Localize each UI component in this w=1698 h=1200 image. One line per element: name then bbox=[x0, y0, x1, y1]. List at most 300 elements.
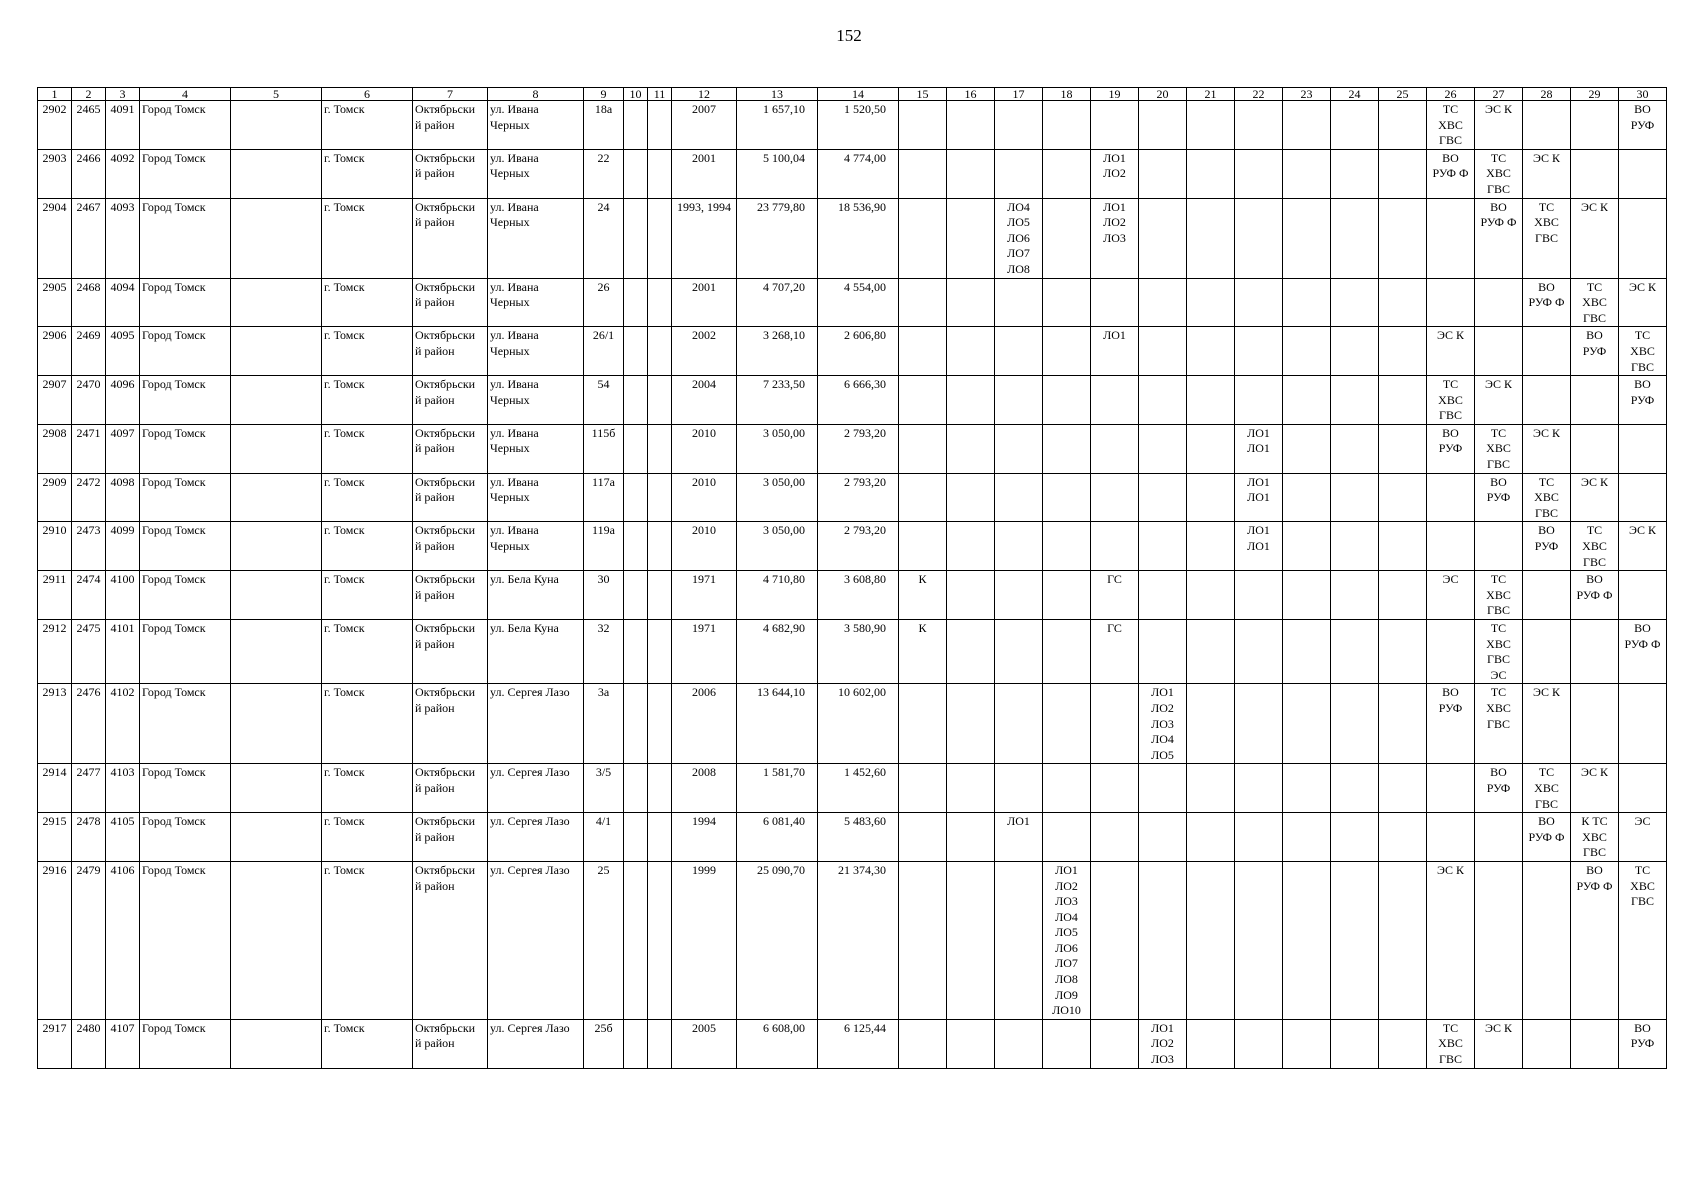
table-cell bbox=[1139, 764, 1187, 813]
table-cell: 2 606,80 bbox=[818, 327, 899, 376]
table-cell bbox=[1427, 620, 1475, 684]
table-cell bbox=[1283, 149, 1331, 198]
column-header: 23 bbox=[1283, 88, 1331, 101]
table-cell bbox=[1091, 764, 1139, 813]
table-cell bbox=[1187, 198, 1235, 278]
table-cell bbox=[1379, 571, 1427, 620]
table-cell bbox=[995, 620, 1043, 684]
table-cell bbox=[1235, 327, 1283, 376]
table-cell: Город Томск bbox=[140, 684, 231, 764]
table-cell bbox=[231, 424, 322, 473]
table-cell bbox=[1331, 813, 1379, 862]
table-cell bbox=[1475, 813, 1523, 862]
table-cell bbox=[899, 278, 947, 327]
column-header: 17 bbox=[995, 88, 1043, 101]
table-cell: ЭС К bbox=[1571, 764, 1619, 813]
table-cell: 4103 bbox=[106, 764, 140, 813]
table-cell bbox=[1187, 861, 1235, 1019]
table-cell bbox=[231, 327, 322, 376]
table-cell: Октябрьски й район bbox=[413, 473, 488, 522]
table-cell bbox=[1091, 278, 1139, 327]
table-cell: ВО РУФ Ф bbox=[1523, 278, 1571, 327]
column-header: 19 bbox=[1091, 88, 1139, 101]
table-cell bbox=[1187, 764, 1235, 813]
column-header: 5 bbox=[231, 88, 322, 101]
column-header: 1 bbox=[38, 88, 72, 101]
column-header: 29 bbox=[1571, 88, 1619, 101]
table-cell: 2 793,20 bbox=[818, 424, 899, 473]
table-cell bbox=[1187, 684, 1235, 764]
table-cell: ТС ХВС ГВС bbox=[1523, 764, 1571, 813]
column-header: 8 bbox=[488, 88, 584, 101]
table-cell: 2001 bbox=[672, 149, 737, 198]
table-cell bbox=[1331, 861, 1379, 1019]
table-cell: ЛО4 ЛО5 ЛО6 ЛО7 ЛО8 bbox=[995, 198, 1043, 278]
table-cell bbox=[1235, 861, 1283, 1019]
table-cell: ул. Сергея Лазо bbox=[488, 764, 584, 813]
table-cell bbox=[1283, 522, 1331, 571]
table-cell bbox=[624, 473, 648, 522]
table-cell: 3 580,90 bbox=[818, 620, 899, 684]
table-cell bbox=[899, 198, 947, 278]
table-cell bbox=[1379, 376, 1427, 425]
table-cell bbox=[1235, 620, 1283, 684]
table-cell bbox=[899, 684, 947, 764]
table-cell bbox=[648, 101, 672, 150]
table-cell: 119а bbox=[584, 522, 624, 571]
column-header: 13 bbox=[737, 88, 818, 101]
table-cell bbox=[1091, 473, 1139, 522]
table-cell: 3а bbox=[584, 684, 624, 764]
table-cell: ТС ХВС ГВС bbox=[1523, 198, 1571, 278]
table-cell: 2908 bbox=[38, 424, 72, 473]
table-cell: 1994 bbox=[672, 813, 737, 862]
table-row bbox=[38, 684, 1667, 764]
table-cell: 2917 bbox=[38, 1019, 72, 1068]
table-cell bbox=[1043, 764, 1091, 813]
table-cell bbox=[1475, 522, 1523, 571]
table-cell bbox=[1043, 620, 1091, 684]
table-cell bbox=[1427, 278, 1475, 327]
table-cell bbox=[624, 424, 648, 473]
table-cell bbox=[1379, 473, 1427, 522]
table-cell: г. Томск bbox=[322, 376, 413, 425]
table-cell: Октябрьски й район bbox=[413, 620, 488, 684]
table-cell bbox=[1283, 571, 1331, 620]
table-cell bbox=[1139, 571, 1187, 620]
table-cell: ул. Ивана Черных bbox=[488, 376, 584, 425]
column-header: 24 bbox=[1331, 88, 1379, 101]
column-header: 21 bbox=[1187, 88, 1235, 101]
table-cell: 26/1 bbox=[584, 327, 624, 376]
table-cell bbox=[899, 376, 947, 425]
table-cell: ЭС К bbox=[1523, 149, 1571, 198]
table-cell bbox=[1139, 424, 1187, 473]
table-cell: ул. Сергея Лазо bbox=[488, 684, 584, 764]
table-cell bbox=[1043, 327, 1091, 376]
table-cell bbox=[1283, 620, 1331, 684]
table-cell bbox=[624, 149, 648, 198]
table-cell: ТС ХВС ГВС bbox=[1619, 327, 1667, 376]
table-cell: 25 bbox=[584, 861, 624, 1019]
table-cell: 2907 bbox=[38, 376, 72, 425]
table-cell bbox=[1379, 684, 1427, 764]
table-cell bbox=[1139, 101, 1187, 150]
table-cell: 2478 bbox=[72, 813, 106, 862]
table-cell bbox=[947, 861, 995, 1019]
table-cell bbox=[947, 198, 995, 278]
table-cell: г. Томск bbox=[322, 149, 413, 198]
table-cell bbox=[1187, 424, 1235, 473]
table-cell bbox=[1379, 327, 1427, 376]
table-cell bbox=[231, 684, 322, 764]
table-cell bbox=[1187, 813, 1235, 862]
table-cell: ТС ХВС ГВС bbox=[1619, 861, 1667, 1019]
table-cell: ЭС bbox=[1619, 813, 1667, 862]
table-cell bbox=[231, 1019, 322, 1068]
table-cell bbox=[1379, 278, 1427, 327]
table-cell bbox=[624, 861, 648, 1019]
table-cell bbox=[1283, 813, 1331, 862]
table-cell: 2465 bbox=[72, 101, 106, 150]
table-cell bbox=[624, 101, 648, 150]
table-cell bbox=[1139, 149, 1187, 198]
table-cell: ЛО1 ЛО2 ЛО3 bbox=[1091, 198, 1139, 278]
table-cell bbox=[899, 424, 947, 473]
table-cell bbox=[1427, 764, 1475, 813]
table-cell bbox=[1331, 522, 1379, 571]
table-cell: 4099 bbox=[106, 522, 140, 571]
table-cell: 2008 bbox=[672, 764, 737, 813]
table-cell bbox=[1571, 620, 1619, 684]
table-cell bbox=[1523, 1019, 1571, 1068]
table-row bbox=[38, 278, 1667, 327]
table-cell bbox=[947, 101, 995, 150]
table-cell: Город Томск bbox=[140, 101, 231, 150]
table-cell: Город Томск bbox=[140, 764, 231, 813]
table-cell bbox=[1187, 149, 1235, 198]
table-cell bbox=[648, 813, 672, 862]
table-cell: 2904 bbox=[38, 198, 72, 278]
table-cell: 2010 bbox=[672, 424, 737, 473]
table-cell bbox=[624, 198, 648, 278]
column-header: 18 bbox=[1043, 88, 1091, 101]
column-header: 14 bbox=[818, 88, 899, 101]
table-cell: ул. Бела Куна bbox=[488, 571, 584, 620]
table-cell bbox=[995, 861, 1043, 1019]
table-cell: 4098 bbox=[106, 473, 140, 522]
table-cell bbox=[1043, 376, 1091, 425]
table-cell bbox=[1187, 522, 1235, 571]
table-cell: ЭС К bbox=[1619, 522, 1667, 571]
table-cell: ул. Ивана Черных bbox=[488, 278, 584, 327]
column-header: 12 bbox=[672, 88, 737, 101]
table-cell bbox=[1475, 327, 1523, 376]
column-header: 25 bbox=[1379, 88, 1427, 101]
table-cell: г. Томск bbox=[322, 1019, 413, 1068]
table-cell: г. Томск bbox=[322, 327, 413, 376]
table-cell bbox=[947, 684, 995, 764]
table-cell: 6 081,40 bbox=[737, 813, 818, 862]
table-cell bbox=[947, 522, 995, 571]
table-cell: 3 608,80 bbox=[818, 571, 899, 620]
table-cell bbox=[1379, 1019, 1427, 1068]
table-cell bbox=[1091, 376, 1139, 425]
table-cell: ТС ХВС ГВС bbox=[1427, 376, 1475, 425]
table-cell bbox=[995, 1019, 1043, 1068]
table-cell: ул. Сергея Лазо bbox=[488, 813, 584, 862]
table-cell: г. Томск bbox=[322, 522, 413, 571]
table-cell bbox=[995, 149, 1043, 198]
table-cell: ТС ХВС ГВС bbox=[1571, 278, 1619, 327]
table-cell: ВО РУФ bbox=[1619, 1019, 1667, 1068]
table-cell bbox=[1235, 101, 1283, 150]
column-header: 11 bbox=[648, 88, 672, 101]
table-cell: ул. Ивана Черных bbox=[488, 101, 584, 150]
table-row bbox=[38, 522, 1667, 571]
table-cell: 2007 bbox=[672, 101, 737, 150]
table-cell: Город Томск bbox=[140, 522, 231, 571]
table-cell: ЭС К bbox=[1427, 861, 1475, 1019]
column-header: 2 bbox=[72, 88, 106, 101]
table-cell bbox=[1571, 101, 1619, 150]
table-cell: Октябрьски й район bbox=[413, 684, 488, 764]
table-cell bbox=[648, 327, 672, 376]
table-cell: 24 bbox=[584, 198, 624, 278]
table-cell: 13 644,10 bbox=[737, 684, 818, 764]
table-cell bbox=[1379, 522, 1427, 571]
housing-register-table bbox=[37, 87, 1667, 1069]
table-cell bbox=[1379, 424, 1427, 473]
table-cell: ВО РУФ Ф bbox=[1475, 198, 1523, 278]
table-cell: г. Томск bbox=[322, 684, 413, 764]
table-cell: 4100 bbox=[106, 571, 140, 620]
table-cell bbox=[1187, 101, 1235, 150]
table-cell bbox=[624, 376, 648, 425]
table-cell: 30 bbox=[584, 571, 624, 620]
table-cell bbox=[1331, 571, 1379, 620]
table-cell: г. Томск bbox=[322, 424, 413, 473]
table-cell bbox=[1187, 327, 1235, 376]
table-cell: 4/1 bbox=[584, 813, 624, 862]
table-cell: 3 050,00 bbox=[737, 522, 818, 571]
table-cell bbox=[1187, 620, 1235, 684]
table-cell bbox=[995, 278, 1043, 327]
table-cell bbox=[648, 684, 672, 764]
table-row bbox=[38, 764, 1667, 813]
table-cell bbox=[899, 1019, 947, 1068]
table-cell: 2912 bbox=[38, 620, 72, 684]
table-cell: г. Томск bbox=[322, 473, 413, 522]
table-cell bbox=[1091, 424, 1139, 473]
table-cell: 3 050,00 bbox=[737, 424, 818, 473]
table-cell bbox=[648, 571, 672, 620]
table-cell: Город Томск bbox=[140, 376, 231, 425]
table-cell bbox=[1379, 813, 1427, 862]
table-cell bbox=[648, 1019, 672, 1068]
table-cell bbox=[899, 149, 947, 198]
table-cell bbox=[1619, 198, 1667, 278]
column-header: 22 bbox=[1235, 88, 1283, 101]
table-cell bbox=[1235, 684, 1283, 764]
table-cell bbox=[1283, 278, 1331, 327]
table-cell: Октябрьски й район bbox=[413, 861, 488, 1019]
table-cell bbox=[1139, 198, 1187, 278]
table-cell bbox=[1187, 278, 1235, 327]
table-cell bbox=[1091, 813, 1139, 862]
table-cell: г. Томск bbox=[322, 620, 413, 684]
table-cell bbox=[648, 620, 672, 684]
table-cell bbox=[1235, 198, 1283, 278]
table-cell: ул. Ивана Черных bbox=[488, 327, 584, 376]
table-cell: Октябрьски й район bbox=[413, 522, 488, 571]
table-cell bbox=[1283, 198, 1331, 278]
table-cell bbox=[947, 327, 995, 376]
table-cell bbox=[648, 198, 672, 278]
table-cell: ЛО1 ЛО1 bbox=[1235, 424, 1283, 473]
table-cell bbox=[231, 571, 322, 620]
table-cell bbox=[1619, 684, 1667, 764]
table-row bbox=[38, 198, 1667, 278]
table-row bbox=[38, 327, 1667, 376]
table-cell: 10 602,00 bbox=[818, 684, 899, 764]
table-cell: 21 374,30 bbox=[818, 861, 899, 1019]
table-cell: 2913 bbox=[38, 684, 72, 764]
table-cell bbox=[995, 571, 1043, 620]
table-cell bbox=[1139, 861, 1187, 1019]
table-cell bbox=[648, 149, 672, 198]
table-cell: 2473 bbox=[72, 522, 106, 571]
table-cell: 7 233,50 bbox=[737, 376, 818, 425]
table-cell: 18а bbox=[584, 101, 624, 150]
column-header: 27 bbox=[1475, 88, 1523, 101]
table-cell: ВО РУФ Ф bbox=[1427, 149, 1475, 198]
table-cell: ул. Ивана Черных bbox=[488, 198, 584, 278]
table-cell: Октябрьски й район bbox=[413, 278, 488, 327]
table-cell: ТС ХВС ГВС bbox=[1427, 101, 1475, 150]
table-cell bbox=[1283, 861, 1331, 1019]
table-cell: Город Томск bbox=[140, 198, 231, 278]
column-header: 15 bbox=[899, 88, 947, 101]
table-cell bbox=[1043, 149, 1091, 198]
table-cell: Город Томск bbox=[140, 620, 231, 684]
table-cell bbox=[648, 473, 672, 522]
table-cell: 2469 bbox=[72, 327, 106, 376]
table-cell: 1971 bbox=[672, 620, 737, 684]
table-cell: ул. Сергея Лазо bbox=[488, 1019, 584, 1068]
table-cell bbox=[1235, 764, 1283, 813]
table-cell bbox=[1379, 149, 1427, 198]
table-cell bbox=[231, 522, 322, 571]
column-header: 9 bbox=[584, 88, 624, 101]
table-cell bbox=[1235, 149, 1283, 198]
table-cell bbox=[1475, 278, 1523, 327]
table-cell bbox=[648, 278, 672, 327]
table-cell: г. Томск bbox=[322, 764, 413, 813]
table-cell: ТС ХВС ГВС bbox=[1523, 473, 1571, 522]
table-cell: 2911 bbox=[38, 571, 72, 620]
table-cell bbox=[1043, 424, 1091, 473]
table-cell bbox=[1427, 473, 1475, 522]
table-cell bbox=[1043, 473, 1091, 522]
table-cell: 25 090,70 bbox=[737, 861, 818, 1019]
table-cell bbox=[995, 522, 1043, 571]
table-cell: 1971 bbox=[672, 571, 737, 620]
table-cell bbox=[624, 522, 648, 571]
table-cell: ЛО1 ЛО2 ЛО3 ЛО4 ЛО5 bbox=[1139, 684, 1187, 764]
table-cell: 4096 bbox=[106, 376, 140, 425]
table-cell bbox=[947, 149, 995, 198]
table-cell: 2471 bbox=[72, 424, 106, 473]
table-cell: 4091 bbox=[106, 101, 140, 150]
table-cell bbox=[1571, 424, 1619, 473]
table-cell: ЭС К bbox=[1475, 101, 1523, 150]
table-cell bbox=[1331, 376, 1379, 425]
table-cell: 22 bbox=[584, 149, 624, 198]
table-cell: 2 793,20 bbox=[818, 473, 899, 522]
table-cell: Город Томск bbox=[140, 1019, 231, 1068]
table-cell bbox=[899, 813, 947, 862]
table-cell bbox=[624, 571, 648, 620]
table-cell bbox=[1139, 620, 1187, 684]
table-cell bbox=[947, 424, 995, 473]
table-cell: 32 bbox=[584, 620, 624, 684]
table-cell bbox=[947, 1019, 995, 1068]
table-cell bbox=[995, 473, 1043, 522]
column-header: 10 bbox=[624, 88, 648, 101]
table-cell bbox=[1523, 376, 1571, 425]
table-cell bbox=[1043, 278, 1091, 327]
table-cell bbox=[1379, 620, 1427, 684]
table-cell: 1999 bbox=[672, 861, 737, 1019]
column-header: 28 bbox=[1523, 88, 1571, 101]
table-cell bbox=[1427, 198, 1475, 278]
table-cell: ЛО1 ЛО2 bbox=[1091, 149, 1139, 198]
table-cell bbox=[1091, 1019, 1139, 1068]
table-cell: ЭС bbox=[1427, 571, 1475, 620]
table-cell: ВО РУФ bbox=[1619, 376, 1667, 425]
table-cell: 117а bbox=[584, 473, 624, 522]
table-row bbox=[38, 1019, 1667, 1068]
table-cell bbox=[1427, 813, 1475, 862]
table-cell: ул. Ивана Черных bbox=[488, 522, 584, 571]
table-cell: ЛО1 ЛО1 bbox=[1235, 522, 1283, 571]
table-cell: 4 554,00 bbox=[818, 278, 899, 327]
table-cell: 4107 bbox=[106, 1019, 140, 1068]
table-cell bbox=[231, 813, 322, 862]
table-cell bbox=[1331, 278, 1379, 327]
table-cell bbox=[231, 101, 322, 150]
table-cell bbox=[1235, 813, 1283, 862]
table-cell bbox=[899, 473, 947, 522]
table-cell bbox=[1331, 1019, 1379, 1068]
table-cell: 2905 bbox=[38, 278, 72, 327]
table-cell bbox=[1043, 522, 1091, 571]
table-cell: 4 682,90 bbox=[737, 620, 818, 684]
table-cell: ЭС К bbox=[1571, 473, 1619, 522]
table-cell: Октябрьски й район bbox=[413, 1019, 488, 1068]
table-row bbox=[38, 424, 1667, 473]
table-cell: 1 520,50 bbox=[818, 101, 899, 150]
table-cell bbox=[1091, 522, 1139, 571]
column-header: 3 bbox=[106, 88, 140, 101]
table-cell: ЛО1 bbox=[1091, 327, 1139, 376]
table-cell bbox=[1091, 101, 1139, 150]
table-cell: 2475 bbox=[72, 620, 106, 684]
table-cell bbox=[1139, 522, 1187, 571]
table-cell: Октябрьски й район bbox=[413, 327, 488, 376]
table-cell: 2006 bbox=[672, 684, 737, 764]
